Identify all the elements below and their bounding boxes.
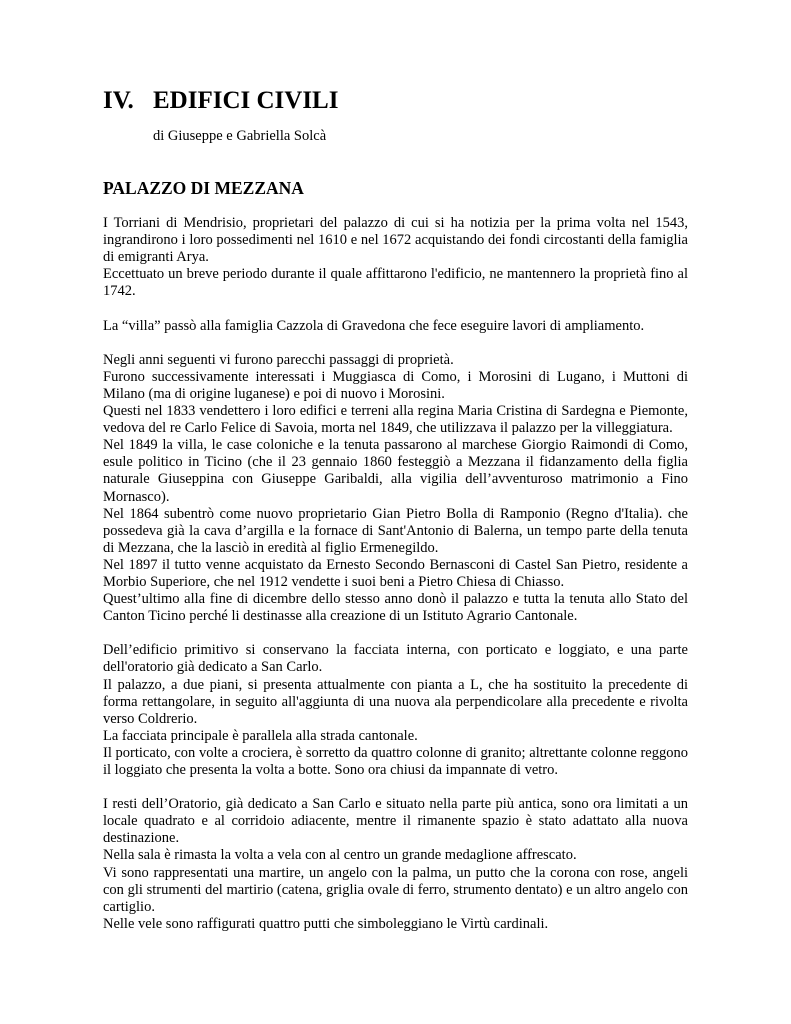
- paragraph: Quest’ultimo alla fine di dicembre dello stesso anno donò il palazzo e tutta la tenuta allo Stato del Canton Ticino perché li destinasse alla creazione di un Istituto Agrario Cantonale.: [103, 591, 688, 625]
- paragraph: I resti dell’Oratorio, già dedicato a San Carlo e situato nella parte più antica, sono ora limitati a un locale quadrato e al corridoio adiacente, mentre il rimanente spazio è stato adattato alla nuova destinazione.: [103, 796, 688, 847]
- paragraph: Il palazzo, a due piani, si presenta attualmente con pianta a L, che ha sostituito la precedente di forma rettangolare, in seguito all'aggiunta di una nuova ala perpendicolare alla precedente e rivolta verso Coldrerio.: [103, 676, 688, 727]
- chapter-number: IV.: [103, 87, 134, 114]
- paragraph: Nella sala è rimasta la volta a vela con al centro un grande medaglione affrescato.: [103, 847, 577, 864]
- paragraph: I Torriani di Mendrisio, proprietari del palazzo di cui si ha notizia per la prima volta nel 1543, ingrandirono i loro possedimenti nel 1610 e nel 1672 acquistando dei fondi circostanti della famiglia di emigranti Arya.: [103, 215, 688, 266]
- chapter-heading: [103, 86, 338, 116]
- paragraph: Questi nel 1833 vendettero i loro edifici e terreni alla regina Maria Cristina di Sardegna e Piemonte, vedova del re Carlo Felice di Savoia, morta nel 1849, che utilizzava il palazzo per la villeggiatura.: [103, 403, 688, 437]
- paragraph: Dell’edificio primitivo si conservano la facciata interna, con porticato e loggiato, e una parte dell'oratorio già dedicato a San Carlo.: [103, 642, 688, 676]
- paragraph: Nel 1897 il tutto venne acquistato da Ernesto Secondo Bernasconi di Castel San Pietro, residente a Morbio Superiore, che nel 1912 vendette i suoi beni a Pietro Chiesa di Chiasso.: [103, 556, 688, 590]
- paragraph: Negli anni seguenti vi furono parecchi passaggi di proprietà.: [103, 351, 454, 368]
- paragraph: Vi sono rappresentati una martire, un angelo con la palma, un putto che la corona con rose, angeli con gli strumenti del martirio (catena, griglia ovale di ferro, strumento dentato) e un altro angelo con cartiglio.: [103, 864, 688, 915]
- body-text: [103, 215, 688, 933]
- paragraph: Nel 1849 la villa, le case coloniche e la tenuta passarono al marchese Giorgio Raimondi di Como, esule politico in Ticino (che il 23 gennaio 1860 festeggiò a Mezzana il fidanzamento della figlia naturale Giuseppina con Giuseppe Garibaldi, alla vigilia dell’avventuroso matrimonio a Fino Mornasco).: [103, 437, 688, 505]
- paragraph: La “villa” passò alla famiglia Cazzola di Gravedona che fece eseguire lavori di ampliamento.: [103, 317, 645, 334]
- paragraph: Il porticato, con volte a crociera, è sorretto da quattro colonne di granito; altrettante colonne reggono il loggiato che presenta la volta a botte. Sono ora chiusi da impannate di vetro.: [103, 744, 688, 778]
- paragraph: Eccettuato un breve periodo durante il quale affittarono l'edificio, ne mantennero la proprietà fino al 1742.: [103, 266, 688, 300]
- section-title: PALAZZO DI MEZZANA: [103, 178, 304, 198]
- author-line: di Giuseppe e Gabriella Solcà: [153, 128, 327, 144]
- paragraph: La facciata principale è parallela alla strada cantonale.: [103, 727, 418, 744]
- chapter-title: EDIFICI CIVILI: [153, 87, 339, 114]
- paragraph: Nel 1864 subentrò come nuovo proprietario Gian Pietro Bolla di Ramponio (Regno d'Italia). che possedeva già la cava d’argilla e la fornace di Sant'Antonio di Balerna, un tempo parte della tenuta di Mezzana, che la lasciò in eredità al figlio Ermenegildo.: [103, 505, 688, 556]
- paragraph: Furono successivamente interessati i Muggiasca di Como, i Morosini di Lugano, i Muttoni di Milano (ma di origine luganese) e poi di nuovo i Morosini.: [103, 368, 688, 402]
- paragraph: Nelle vele sono raffigurati quattro putti che simboleggiano le Virtù cardinali.: [103, 915, 549, 932]
